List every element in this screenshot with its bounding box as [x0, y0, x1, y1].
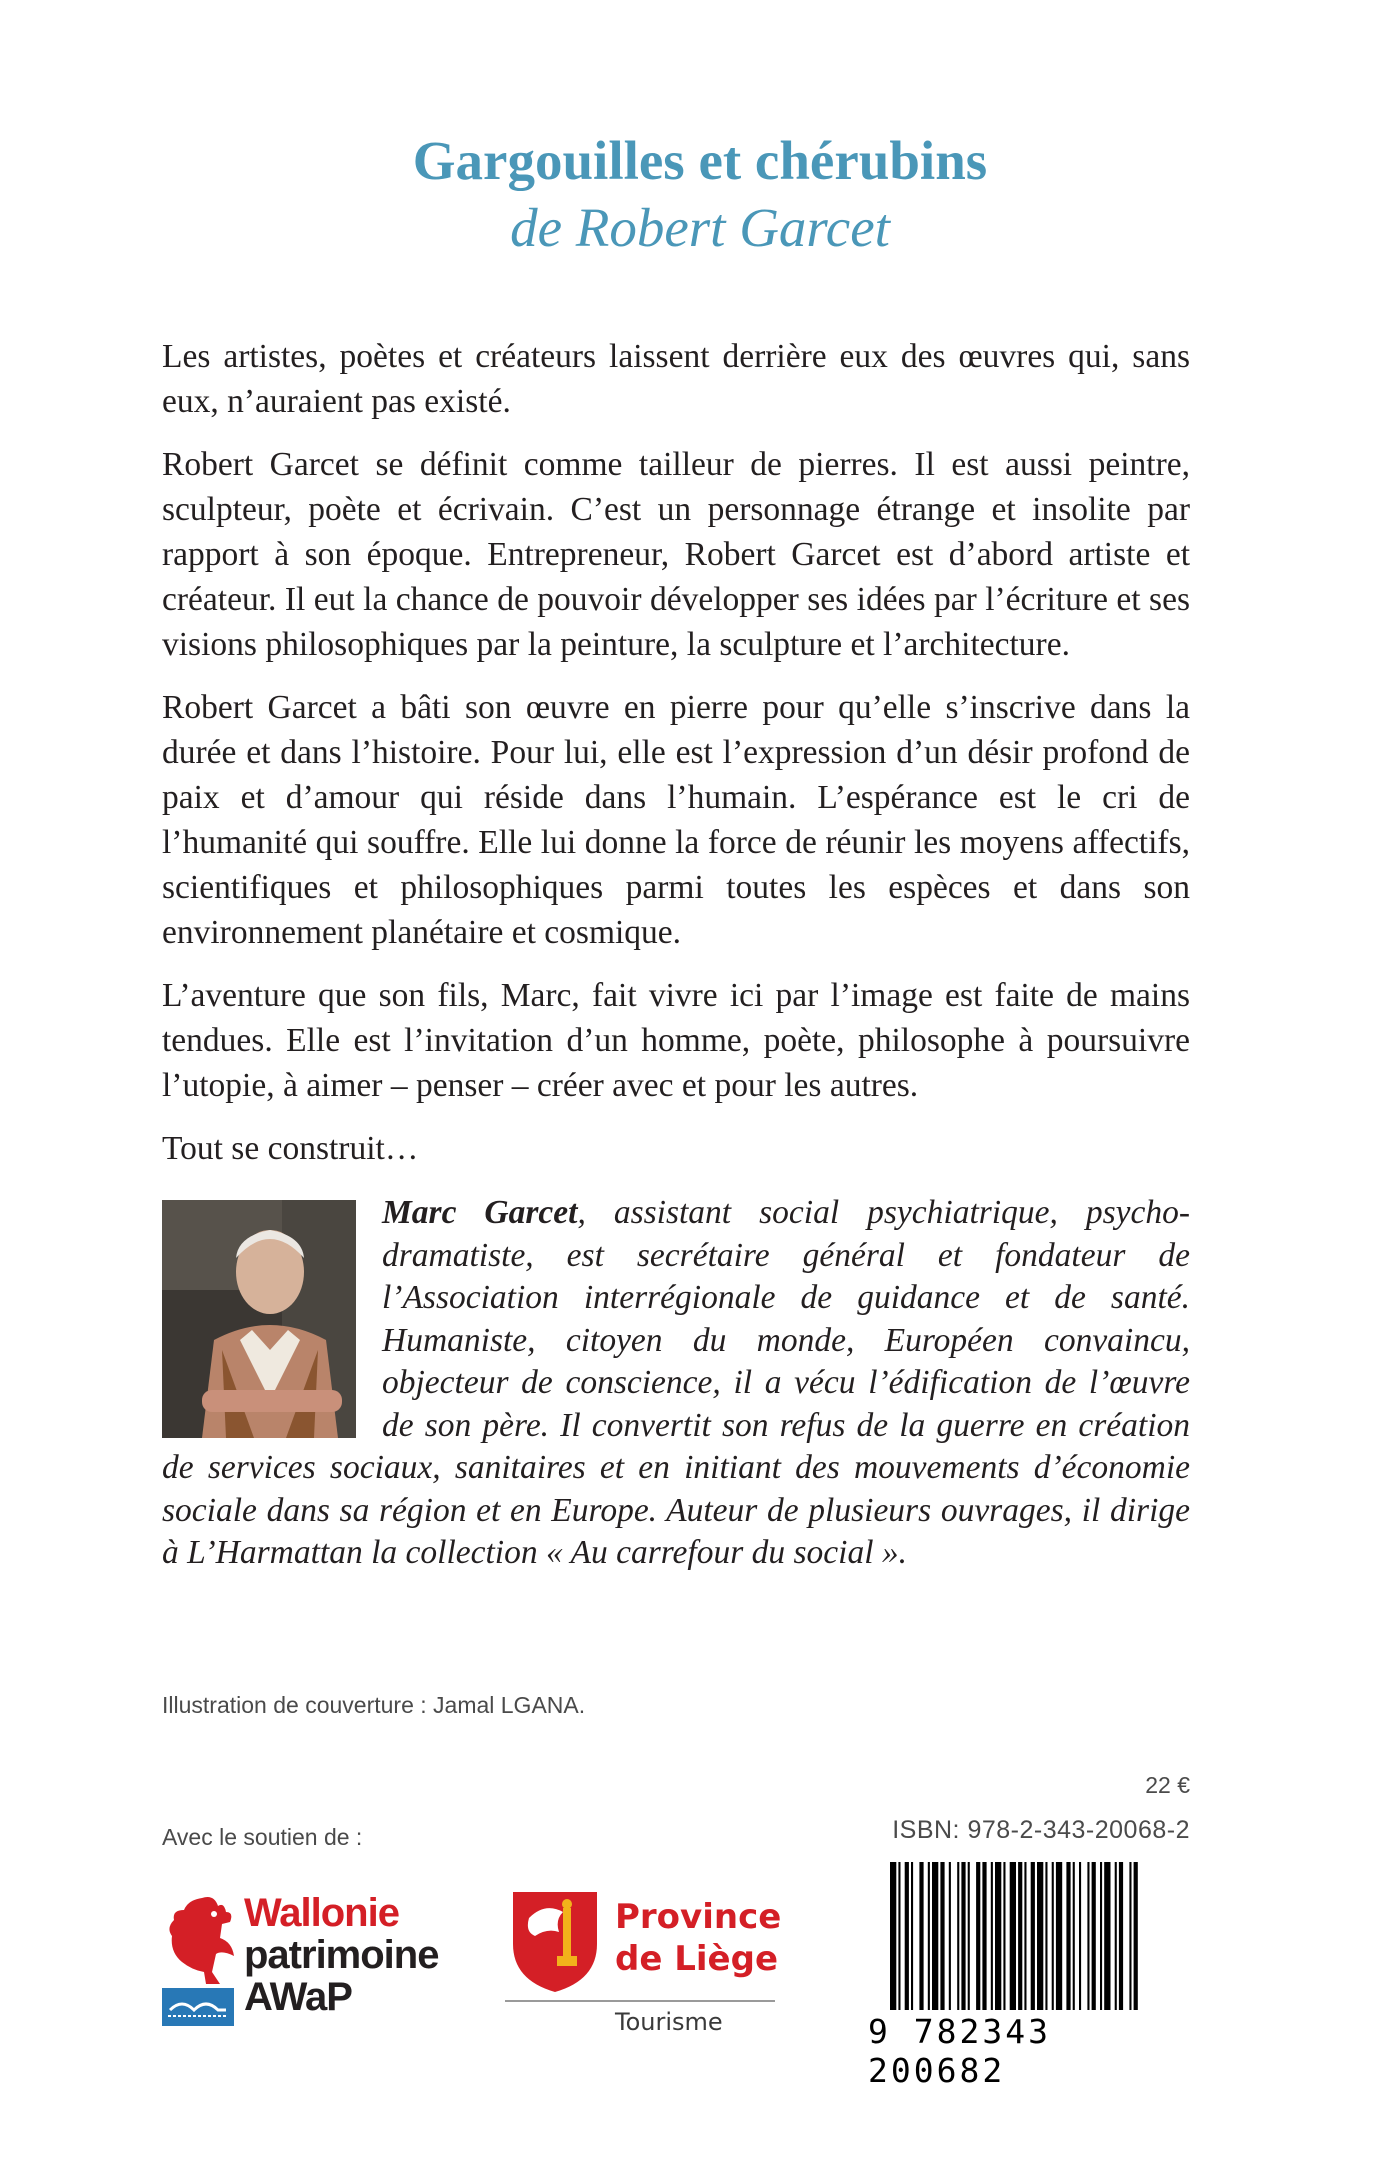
barcode-bar	[1003, 1862, 1005, 2010]
blurb-paragraph: Robert Garcet se définit comme tailleur de pierres. Il est aussi peintre, sculpteur, poète et écrivain. C’est un personnage étrange et insolite par rapport à son époque. Entrepreneur, Robert Garcet est d’abord artiste et créateur. Il eut la chance de pouvoir développer ses idées par l’écriture et ses visions philosophiques par la peinture, la sculpture et l’architecture.	[162, 446, 1190, 663]
barcode-bar	[1079, 1862, 1081, 2010]
barcode-bar	[898, 1862, 900, 2010]
liege-shield-icon	[505, 1888, 605, 1996]
barcode-bar	[1134, 1862, 1138, 2010]
wallonie-text	[244, 1892, 438, 2018]
cover-credit: Illustration de couverture : Jamal LGANA.	[162, 1692, 586, 1718]
author-bio	[162, 1192, 1190, 1575]
wallonie-patrimoine-logo	[162, 1892, 482, 2032]
book-title: Gargouilles et chérubins	[412, 130, 988, 191]
barcode-bar	[1018, 1862, 1022, 2010]
barcode-bar	[1104, 1862, 1110, 2010]
barcode-bar	[1052, 1862, 1054, 2010]
barcode-bar	[1066, 1862, 1070, 2010]
barcode-bar	[1037, 1862, 1043, 2010]
isbn: ISBN: 978-2-343-20068-2	[892, 1816, 1190, 1844]
barcode-bars	[868, 1856, 1190, 2012]
barcode-bar	[1031, 1862, 1035, 2010]
barcode-bar	[1073, 1862, 1075, 2010]
liege-text	[615, 1896, 781, 1980]
blurb	[162, 334, 1190, 1189]
barcode-bar	[1115, 1862, 1117, 2010]
barcode-bar	[905, 1862, 909, 2010]
blurb-paragraph: Tout se construit…	[162, 1130, 419, 1167]
barcode-bar	[1045, 1862, 1047, 2010]
awap-line: AWaP	[244, 1975, 352, 2019]
barcode-bar	[982, 1862, 986, 2010]
tourisme-label: Tourisme	[615, 2008, 723, 2036]
barcode-bar	[995, 1862, 1001, 2010]
barcode-bar	[932, 1862, 938, 2010]
barcode-digits: 9 782343 200682	[868, 2012, 1051, 2090]
price: 22 €	[1145, 1772, 1190, 1798]
barcode-bar	[911, 1862, 913, 2010]
barcode-bar	[1119, 1862, 1123, 2010]
barcode-bar	[1024, 1862, 1026, 2010]
support-label: Avec le soutien de :	[162, 1824, 363, 1850]
barcode-bar	[976, 1862, 980, 2010]
bio-text: , assistant social psychiatrique, psycho-dramatiste, est secrétaire général et fondateur de l’Association interrégionale de guidance et de santé. Humaniste, citoyen du monde, Européen convaincu, objecteur de conscience, il a vécu l’édification de l’œuvre de son père. Il convertit son refus de la guerre en création de services sociaux, sanitaires et en initiant des mouvements d’économie sociale dans sa région et en Europe. Auteur de plusieurs ouvrages, il dirige à L’Harmattan la collection « Au carrefour du social ».	[162, 1194, 1191, 1571]
blurb-paragraph: L’aventure que son fils, Marc, fait vivre ici par l’image est faite de mains tendues. Elle est l’invitation d’un homme, poète, philosophe à poursuivre l’utopie, à aimer – penser – créer avec et pour les autres.	[162, 977, 1190, 1104]
barcode-bar	[949, 1862, 951, 2010]
author-portrait-image	[162, 1200, 356, 1438]
barcode-bar	[991, 1862, 993, 2010]
awap-square-icon	[162, 1988, 234, 2026]
rooster-icon	[162, 1892, 240, 1988]
de-liege-line: de Liège	[615, 1939, 779, 1979]
title-block	[0, 128, 1400, 262]
liege-divider	[505, 2000, 775, 2002]
barcode-bar	[1056, 1862, 1062, 2010]
barcode-bar	[1129, 1862, 1131, 2010]
barcode-bar	[1010, 1862, 1016, 2010]
province-de-liege-logo	[505, 1888, 785, 2036]
barcode-bar	[1087, 1862, 1089, 2010]
barcode-bar	[1100, 1862, 1102, 2010]
bridge-icon	[162, 1988, 234, 2026]
author-photo	[162, 1200, 356, 1438]
book-subtitle: de Robert Garcet	[510, 197, 890, 258]
province-line: Province	[615, 1897, 782, 1937]
bio-author-name: Marc Garcet	[382, 1194, 578, 1231]
barcode-bar	[961, 1862, 965, 2010]
barcode-bar	[940, 1862, 944, 2010]
barcode-bar	[890, 1862, 896, 2010]
wallonie-line: Wallonie	[244, 1891, 399, 1935]
barcode-bar	[919, 1862, 923, 2010]
blurb-paragraph: Les artistes, poètes et créateurs laissent derrière eux des œuvres qui, sans eux, n’auraient pas existé.	[162, 338, 1190, 420]
barcode-bar	[928, 1862, 930, 2010]
patrimoine-line: patrimoine	[244, 1933, 439, 1977]
blurb-paragraph: Robert Garcet a bâti son œuvre en pierre pour qu’elle s’inscrive dans la durée et dans l’histoire. Pour lui, elle est l’expression d’un désir profond de paix et d’amour qui réside dans l’humain. L’espérance est le cri de l’humanité qui souffre. Elle lui donne la force de réunir les moyens affectifs, scientifiques et philosophiques parmi toutes les espèces et dans son environnement planétaire et cosmique.	[162, 689, 1190, 951]
barcode-bar	[957, 1862, 959, 2010]
barcode-bar	[1092, 1862, 1096, 2010]
barcode-bar	[968, 1862, 970, 2010]
barcode	[868, 1856, 1190, 2090]
